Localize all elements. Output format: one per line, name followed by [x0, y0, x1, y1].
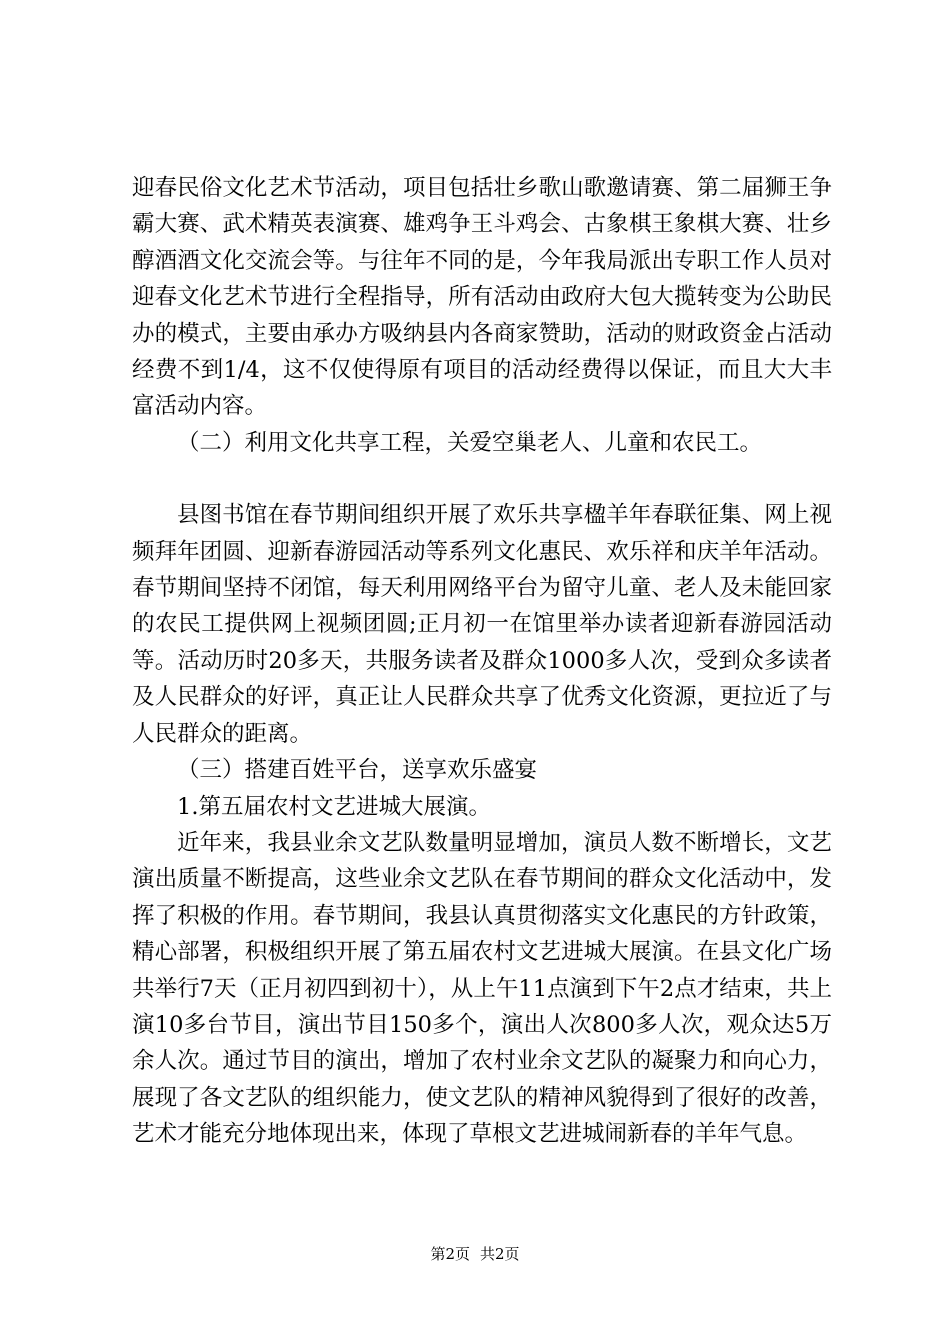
paragraph-spacer [132, 461, 832, 497]
paragraph-rural-performance: 近年来，我县业余文艺队数量明显增加，演员人数不断增长，文艺演出质量不断提高，这些业余文艺队在春节期间的群众文化活动中，发挥了积极的作用。春节期间，我县认真贯彻落实文化惠民的方针政策，精心部署，积极组织开展了第五届农村文艺进城大展演。在县文化广场共举行7天（正月初四到初十），从上午11点演到下午2点才结束，共上演10多台节目，演出节目150多个，演出人次800多人次，观众达5万余人次。通过节目的演出，增加了农村业余文艺队的凝聚力和向心力，展现了各文艺队的组织能力，使文艺队的精神风貌得到了很好的改善，艺术才能充分地体现出来，体现了草根文艺进城闹新春的羊年气息。 [132, 829, 832, 1148]
page-footer [0, 1244, 950, 1264]
section-heading-2: （二）利用文化共享工程，关爱空巢老人、儿童和农民工。 [177, 429, 763, 456]
page-number: 第2页 [430, 1245, 470, 1263]
subsection-heading-3-1: 1.第五届农村文艺进城大展演。 [177, 793, 491, 820]
page-total: 共2页 [480, 1245, 520, 1263]
section-heading-3: （三）搭建百姓平台，送享欢乐盛宴 [177, 757, 538, 784]
document-body [132, 170, 832, 1153]
paragraph-library-activities: 县图书馆在春节期间组织开展了欢乐共享楹羊年春联征集、网上视频拜年团圆、迎新春游园活动等系列文化惠民、欢乐祥和庆羊年活动。春节期间坚持不闭馆，每天利用网络平台为留守儿童、老人及未能回家的农民工提供网上视频团圆;正月初一在馆里举办读者迎新春游园活动等。活动历时20多天，共服务读者及群众1000多人次，受到众多读者及人民群众的好评，真正让人民群众共享了优秀文化资源，更拉近了与人民群众的距离。 [132, 502, 832, 747]
paragraph-festival-activities: 迎春民俗文化艺术节活动，项目包括壮乡歌山歌邀请赛、第二届狮王争霸大赛、武术精英表演赛、雄鸡争王斗鸡会、古象棋王象棋大赛、壮乡醇酒酒文化交流会等。与往年不同的是，今年我局派出专职工作人员对迎春文化艺术节进行全程指导，所有活动由政府大包大揽转变为公助民办的模式，主要由承办方吸纳县内各商家赞助，活动的财政资金占活动经费不到1/4，这不仅使得原有项目的活动经费得以保证，而且大大丰富活动内容。 [132, 175, 832, 420]
